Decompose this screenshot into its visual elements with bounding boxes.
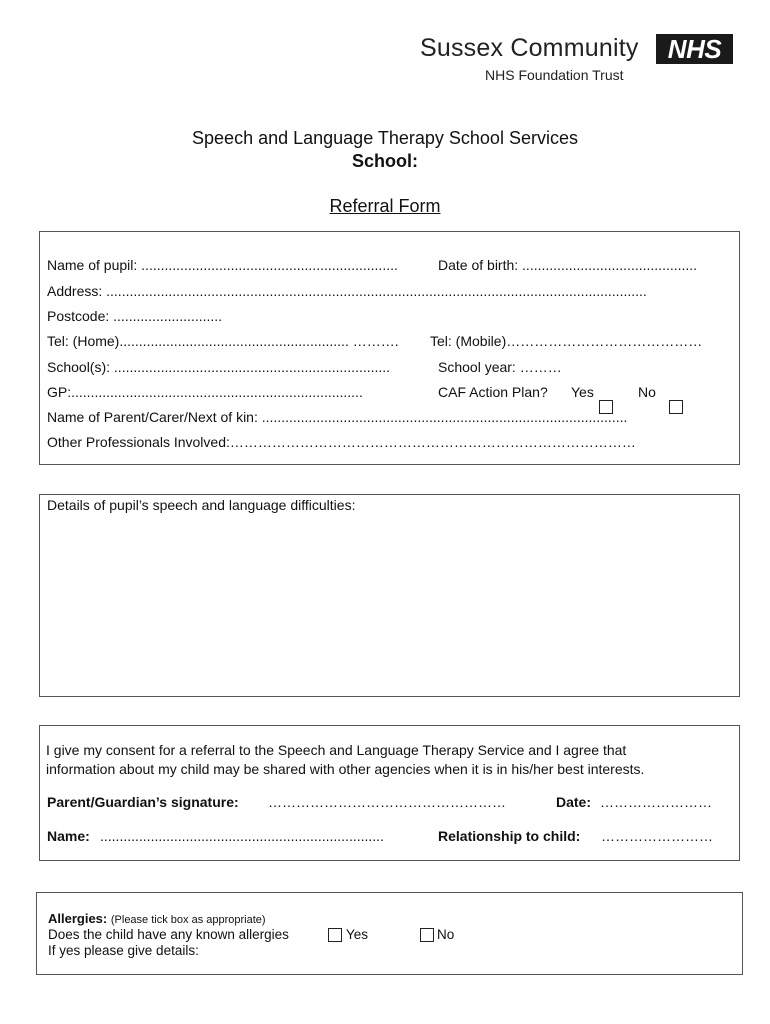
document-title: Speech and Language Therapy School Services	[192, 128, 578, 148]
caf-no-label: No	[638, 384, 656, 400]
date-field[interactable]: ……………………	[600, 794, 712, 810]
allergies-no-label: No	[437, 927, 455, 942]
signature-label: Parent/Guardian’s signature:	[47, 794, 239, 810]
name-field[interactable]: .........................................................................	[100, 828, 384, 844]
address-field[interactable]: Address: ...........................................................................................................................................	[47, 283, 647, 299]
gp-field[interactable]: GP:...........................................................................	[47, 384, 363, 400]
allergies-heading	[48, 911, 266, 926]
allergies-no-checkbox[interactable]	[420, 928, 434, 942]
caf-yes-label: Yes	[571, 384, 594, 400]
difficulties-box[interactable]	[39, 494, 740, 697]
relationship-field[interactable]: ……………………	[601, 828, 713, 844]
allergies-label: Allergies:	[48, 911, 108, 926]
relationship-label: Relationship to child:	[438, 828, 581, 844]
school-year-field[interactable]: School year: ………	[438, 359, 562, 375]
schools-field[interactable]: School(s): .......................................................................	[47, 359, 391, 375]
signature-field[interactable]: ……………………………………………	[268, 794, 506, 810]
parent-carer-field[interactable]: Name of Parent/Carer/Next of kin: ..............................................................................................	[47, 409, 628, 425]
other-professionals-field[interactable]: Other Professionals Involved:……………………………………………………………………………	[47, 434, 636, 450]
nhs-logo: NHS	[656, 34, 733, 64]
postcode-field[interactable]: Postcode: ............................	[47, 308, 223, 324]
date-label: Date:	[556, 794, 592, 810]
form-title: Referral Form	[329, 196, 441, 216]
allergies-details-label[interactable]: If yes please give details:	[48, 943, 199, 958]
allergies-yes-label: Yes	[346, 927, 369, 942]
consent-text-line2: information about my child may be shared with other agencies when it is in his/her best interests.	[46, 761, 645, 777]
difficulties-label: Details of pupil’s speech and language difficulties:	[47, 497, 356, 513]
org-subtitle: NHS Foundation Trust	[485, 67, 624, 83]
tel-mobile-field[interactable]: Tel: (Mobile)……………………………………	[430, 333, 703, 349]
org-name: Sussex Community	[420, 34, 639, 62]
caf-question: CAF Action Plan?	[438, 384, 548, 400]
name-of-pupil-field[interactable]: Name of pupil: ..................................................................	[47, 257, 398, 273]
tel-home-field[interactable]: Tel: (Home)........................................................... ……….	[47, 333, 399, 349]
allergies-question: Does the child have any known allergies	[48, 927, 289, 942]
caf-no-checkbox[interactable]	[669, 400, 683, 414]
allergies-hint: (Please tick box as appropriate)	[110, 914, 266, 926]
date-of-birth-field[interactable]: Date of birth: .............................................	[438, 257, 698, 273]
school-label: School:	[352, 151, 418, 171]
allergies-yes-checkbox[interactable]	[328, 928, 342, 942]
name-label: Name:	[47, 828, 90, 844]
consent-text-line1: I give my consent for a referral to the Speech and Language Therapy Service and I agree that	[46, 742, 627, 758]
